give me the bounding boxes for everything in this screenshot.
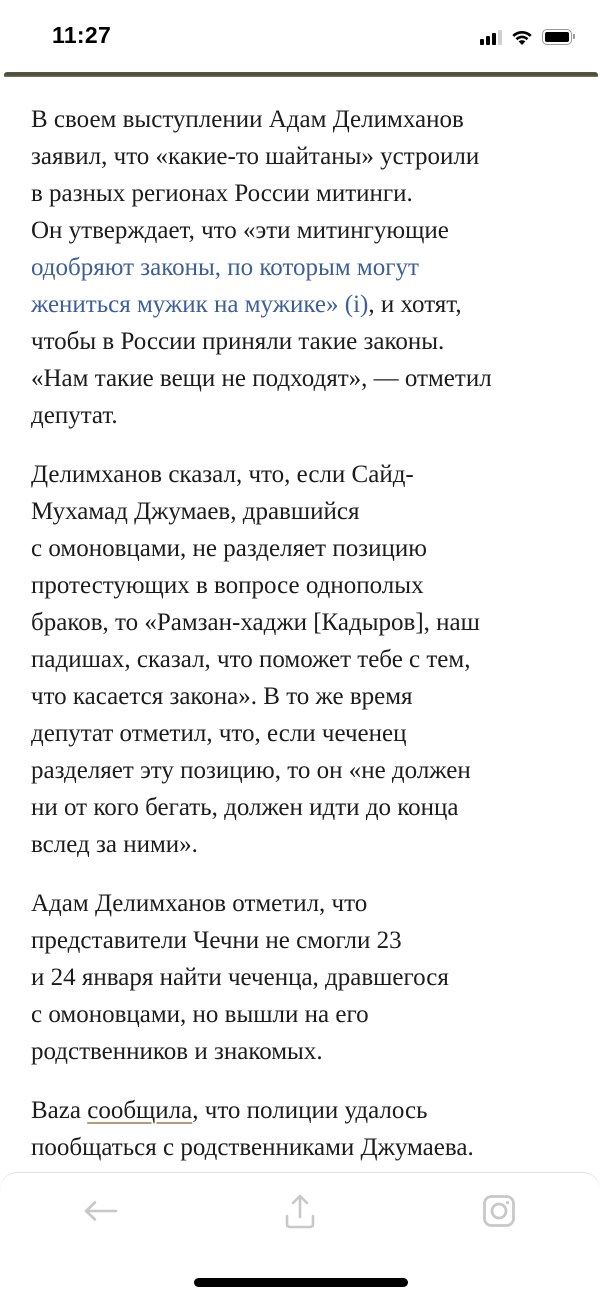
share-icon (283, 1193, 317, 1229)
text-line: падишах, сказал, что поможет тебе с тем, (31, 646, 471, 673)
header-divider (4, 72, 598, 77)
wifi-icon (510, 28, 534, 46)
text-line: родственников и знакомых. (31, 1038, 323, 1065)
status-time: 11:27 (52, 22, 112, 48)
text-line: чтобы в России приняли такие законы. (31, 328, 445, 355)
text-line: представители Чечни не смогли 23 (31, 927, 402, 954)
article-body (31, 101, 576, 1188)
text-line: В своем выступлении Адам Делимханов (31, 106, 464, 133)
text-line: с омоновцами, но вышли на его (31, 1001, 369, 1028)
instagram-button[interactable] (479, 1191, 519, 1231)
text-line: вслед за ними». (31, 831, 198, 858)
paragraph-3 (31, 885, 576, 1070)
text-line: Адам Делимханов отметил, что (31, 890, 368, 917)
text-line: разделяет эту позицию, то он «не должен (31, 757, 471, 784)
arrow-left-icon (83, 1199, 119, 1223)
text-fragment: , что полиции удалось (192, 1097, 428, 1124)
text-line: Мухамад Джумаев, дравшийся (31, 498, 360, 525)
text-line: заявил, что «какие-то шайтаны» устроили (31, 143, 480, 170)
text-line: Делимханов сказал, что, если Сайд- (31, 461, 414, 488)
paragraph-4 (31, 1092, 576, 1166)
text-line: протестующих в вопросе однополых (31, 572, 424, 599)
quote-link[interactable]: жениться мужик на мужике» (i) (31, 291, 369, 318)
text-line: и 24 января найти чеченца, дравшегося (31, 964, 449, 991)
paragraph-2 (31, 456, 576, 863)
back-button[interactable] (81, 1191, 121, 1231)
text-line: с омоновцами, не разделяет позицию (31, 535, 427, 562)
text-line: что касается закона». В то же время (31, 683, 413, 710)
text-line: депутат отметил, что, если чеченец (31, 720, 407, 747)
text-fragment: , и хотят, (368, 291, 462, 318)
text-line: депутат. (31, 402, 118, 429)
share-button[interactable] (280, 1191, 320, 1231)
text-line: ни от кого бегать, должен идти до конца (31, 794, 459, 821)
paragraph-1 (31, 101, 576, 434)
source-link[interactable]: сообщила (87, 1097, 193, 1124)
status-bar (0, 0, 600, 72)
text-line: пообщаться с родственниками Джумаева. (31, 1134, 474, 1161)
text-line: браков, то «Рамзан-хаджи [Кадыров], наш (31, 609, 480, 636)
cellular-signal-icon (480, 29, 502, 45)
status-icons (480, 28, 572, 46)
battery-icon (542, 29, 572, 45)
home-indicator[interactable] (194, 1278, 408, 1287)
text-line: Он утверждает, что «эти митингующие (31, 217, 449, 244)
text-line: «Нам такие вещи не подходят», — отметил (31, 365, 492, 392)
text-line: в разных регионах России митинги. (31, 180, 413, 207)
quote-link[interactable]: одобряют законы, по которым могут (31, 254, 419, 281)
instagram-icon (482, 1194, 516, 1228)
text-fragment: Baza (31, 1097, 88, 1124)
